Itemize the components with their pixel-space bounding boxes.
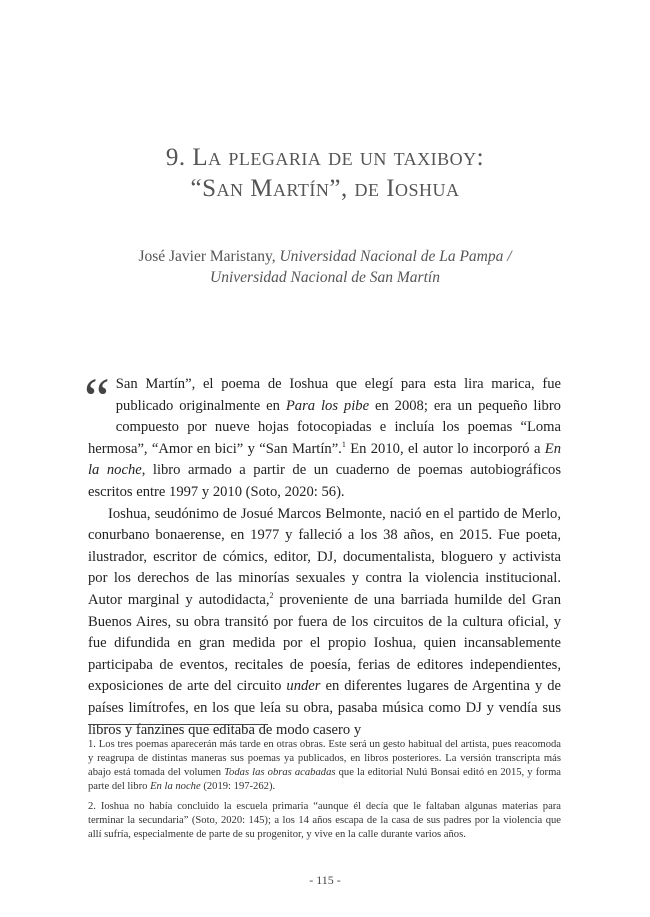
author-block bbox=[0, 246, 650, 288]
footnote-2: 2. Ioshua no había concluido la escuela primaria “aunque él decía que le faltaban algunas materias para terminar la secundaria” (Soto, 2020: 145); a los 14 años escapa de la casa de sus padres por la violencia que allí sufría, especialmente de parte de su progenitor, y vive en la calle durante varios años. bbox=[88, 801, 561, 840]
paragraph-1 bbox=[84, 366, 561, 504]
book-title-en-la-noche: En la noche bbox=[88, 440, 561, 479]
footnote-divider bbox=[88, 724, 268, 725]
fn1-text-c: (2019: 197-262). bbox=[200, 781, 276, 792]
footnote-1 bbox=[88, 738, 561, 794]
p2-text-b: proveniente de una barriada humilde del Gran Buenos Aires, su obra transitó por fuera de los circuitos de la cultura oficial, y fue difundida en gran medida por el propio Ioshua, quien incansablemente participaba de eventos, recitales de poesía, ferias de editores independientes, exposiciones de arte del circuito bbox=[88, 591, 561, 695]
p1-text-d: , libro armado a partir de un cuaderno de poemas autobiográficos escritos entre 1997 y 2010 (Soto, 2020: 56). bbox=[88, 462, 561, 500]
fn1-book-en-la-noche: En la noche bbox=[150, 781, 201, 792]
italic-under: under bbox=[286, 678, 321, 695]
author-line-1 bbox=[0, 246, 650, 267]
fn1-text-a: 1. Los tres poemas aparecerán más tarde en otras obras. Este será un gesto habitual del artista, pues reacomoda y reagrupa de distintas maneras sus poemas ya publicados, en libros posteriores. La versión transcripta más abajo está tomada del volumen bbox=[88, 739, 561, 778]
page-number: - 115 - bbox=[309, 873, 341, 887]
author-line-2 bbox=[0, 267, 650, 288]
author-affiliation-1: Universidad Nacional de La Pampa / bbox=[279, 248, 512, 265]
paragraph-2 bbox=[88, 504, 561, 742]
body-text bbox=[84, 366, 562, 741]
author-name: José Javier Maristany, bbox=[138, 248, 276, 265]
chapter-title bbox=[0, 142, 650, 204]
p2-text-c: en diferentes lugares de Argentina y de países limítrofes, en los que leía su obra, pasaba música como DJ y vendía sus libros y fanzines que editaba de modo casero y bbox=[88, 678, 562, 738]
author-affiliation-2: Universidad Nacional de San Martín bbox=[210, 269, 440, 286]
chapter-title-line-2: “San Martín”, de Ioshua bbox=[190, 175, 460, 202]
p1-text-c: En 2010, el autor lo incorporó a bbox=[345, 440, 545, 457]
p1-text-a: San Martín”, el poema de Ioshua que elegí para esta lira marica, fue publicado originalmente en bbox=[115, 376, 561, 414]
drop-quote-mark: “ bbox=[84, 366, 110, 431]
fn1-text-b: que la editorial Nulú Bonsai editó en 2015, y forma parte del libro bbox=[88, 767, 562, 792]
book-title-para-los-pibe: Para los pibe bbox=[285, 397, 370, 414]
fn1-book-todas-las-obras: Todas las obras acabadas bbox=[224, 767, 336, 778]
footnotes bbox=[88, 738, 561, 848]
chapter-title-line-1: 9. La plegaria de un taxiboy: bbox=[165, 144, 485, 171]
p1-text-b: en 2008; era un pequeño libro compuesto por nueve hojas fotocopiadas e incluía los poemas “Loma hermosa”, “Amor en bici” y “San Martín”. bbox=[88, 397, 561, 457]
p2-text-a: Ioshua, seudónimo de Josué Marcos Belmonte, nació en el partido de Merlo, conurbano bonaerense, en 1977 y falleció a los 38 años, en 2015. Fue poeta, ilustrador, escritor de cómics, editor, DJ, documentalista, bloguero y activista por los derechos de las minorías sexuales y contra la violencia institucional. Autor marginal y autodidacta, bbox=[88, 505, 561, 608]
footnote-ref-1: 1 bbox=[341, 439, 346, 449]
footnote-ref-2: 2 bbox=[269, 591, 274, 601]
